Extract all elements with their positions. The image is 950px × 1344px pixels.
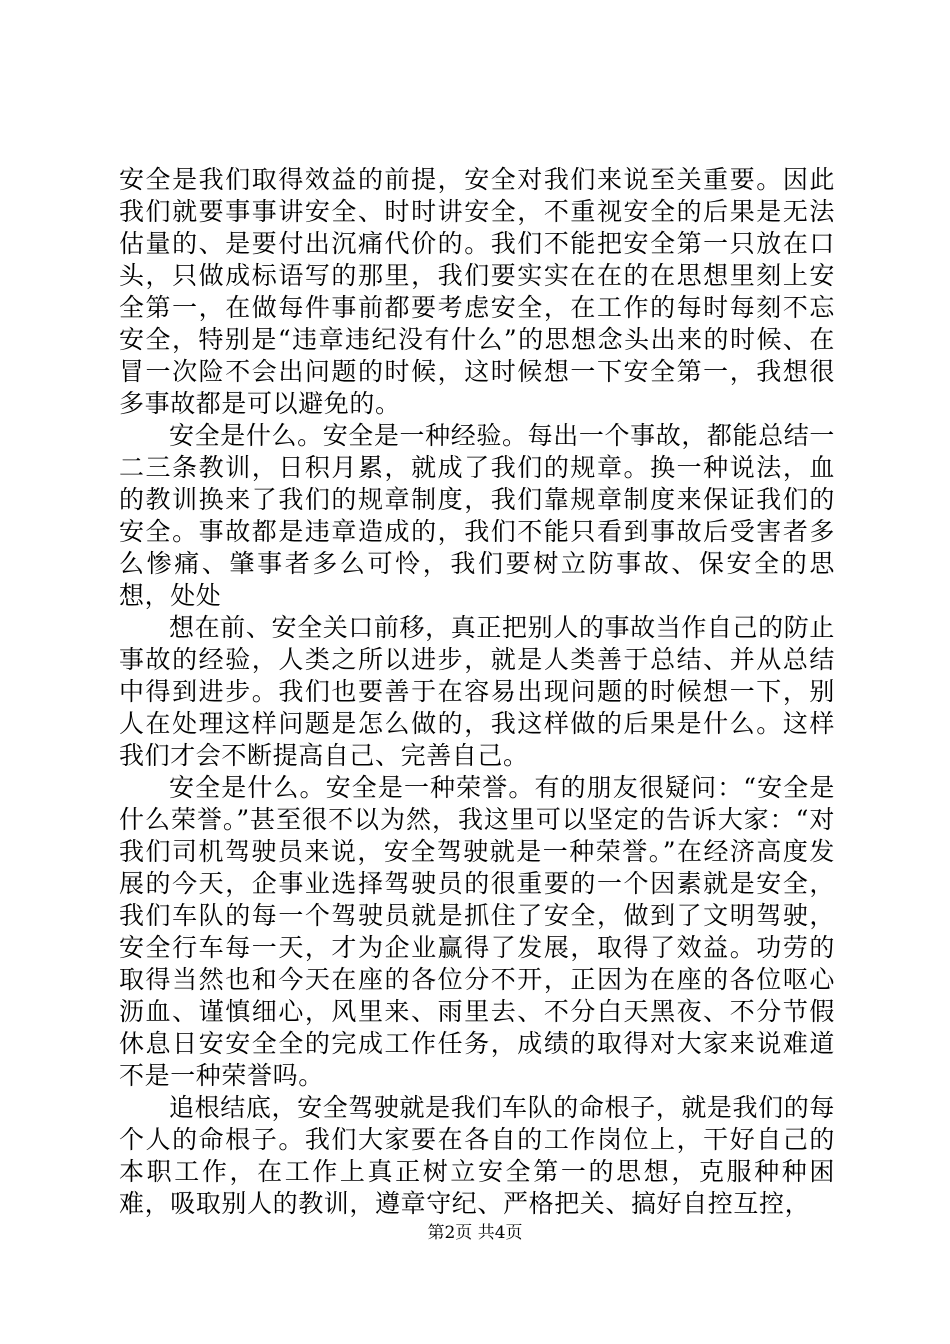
document-body xyxy=(119,164,835,1220)
paragraph-4: 安全是什么。安全是一种荣誉。有的朋友很疑问：“安全是什么荣誉。”甚至很不以为然，我这里可以坚定的告诉大家：“对我们司机驾驶员来说，安全驾驶就是一种荣誉。”在经济高度发展的今天，企事业选择驾驶员的很重要的一个因素就是安全，我们车队的每一个驾驶员就是抓住了安全，做到了文明驾驶，安全行车每一天，才为企业赢得了发展，取得了效益。功劳的取得当然也和今天在座的各位分不开，正因为在座的各位呕心沥血、谨慎细心，风里来、雨里去、不分白天黑夜、不分节假休息日安安全全的完成工作任务，成绩的取得对大家来说难道不是一种荣誉吗。 xyxy=(119,773,835,1090)
paragraph-1: 安全是我们取得效益的前提，安全对我们来说至关重要。因此我们就要事事讲安全、时时讲安全，不重视安全的后果是无法估量的、是要付出沉痛代价的。我们不能把安全第一只放在口头，只做成标语写的那里，我们要实实在在的在思想里刻上安全第一，在做每件事前都要考虑安全，在工作的每时每刻不忘安全，特别是“违章违纪没有什么”的思想念头出来的时候、在冒一次险不会出问题的时候，这时候想一下安全第一，我想很多事故都是可以避免的。 xyxy=(119,165,835,418)
paragraph-2: 安全是什么。安全是一种经验。每出一个事故，都能总结一二三条教训，日积月累，就成了我们的规章。换一种说法，血的教训换来了我们的规章制度，我们靠规章制度来保证我们的安全。事故都是违章造成的，我们不能只看到事故后受害者多么惨痛、肇事者多么可怜，我们要树立防事故、保安全的思想，处处 xyxy=(119,421,835,610)
page-footer xyxy=(0,1218,950,1243)
page-number-label: 第2页 共4页 xyxy=(427,1223,523,1243)
paragraph-3: 想在前、安全关口前移，真正把别人的事故当作自己的防止事故的经验，人类之所以进步，就是人类善于总结、并从总结中得到进步。我们也要善于在容易出现问题的时候想一下，别人在处理这样问题是怎么做的，我这样做的后果是什么。这样我们才会不断提高自己、完善自己。 xyxy=(119,613,835,770)
paragraph-5: 追根结底，安全驾驶就是我们车队的命根子，就是我们的每个人的命根子。我们大家要在各自的工作岗位上，干好自己的本职工作，在工作上真正树立安全第一的思想，克服种种困难，吸取别人的教训，遵章守纪、严格把关、搞好自控互控， xyxy=(119,1093,835,1218)
